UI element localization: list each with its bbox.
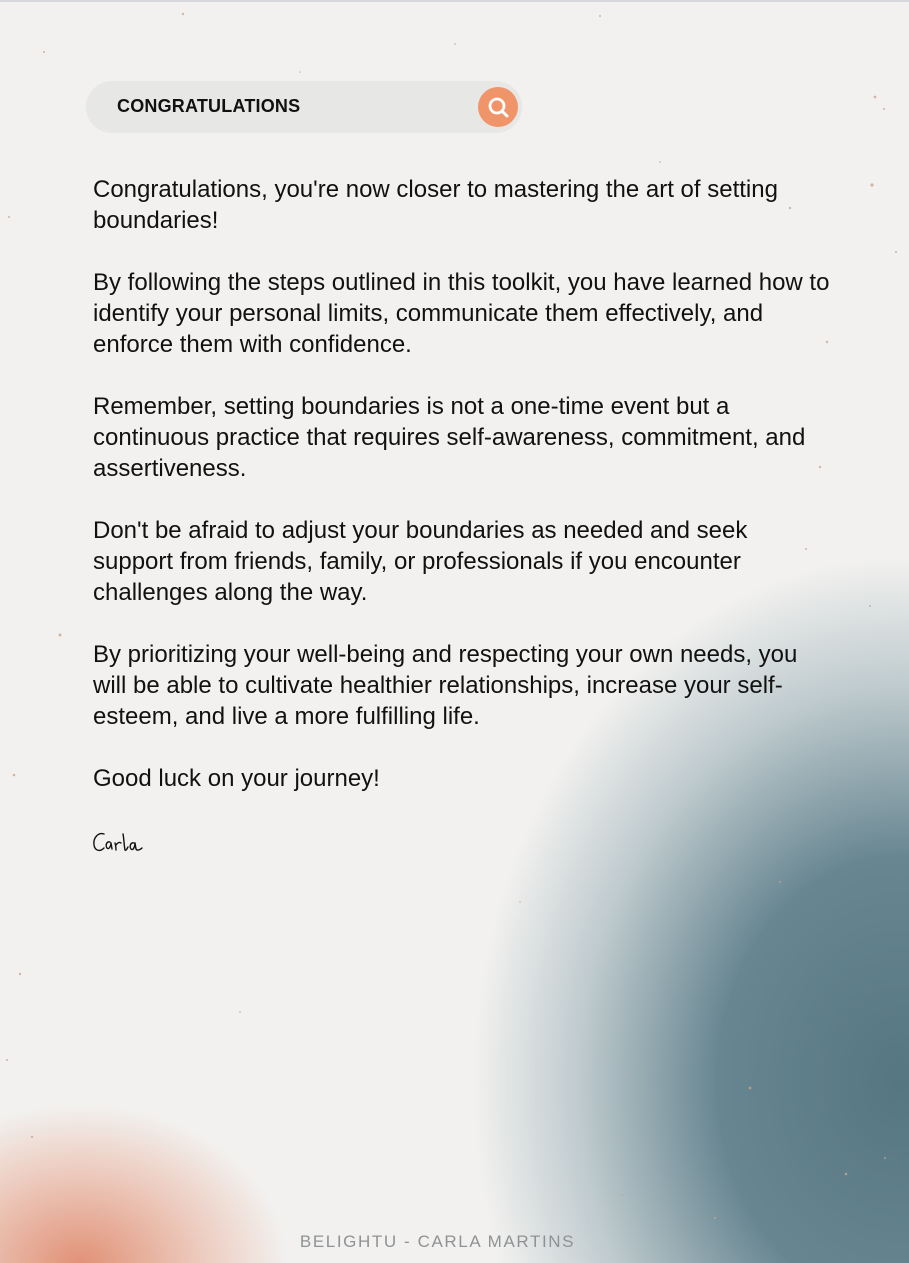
letter-paragraph: Congratulations, you're now closer to mastering the art of setting boundaries! bbox=[93, 176, 778, 234]
letter-paragraph: By following the steps outlined in this toolkit, you have learned how to identify your personal limits, communicate them effectively, and enforce them with confidence. bbox=[93, 269, 830, 358]
page-title: CONGRATULATIONS bbox=[117, 96, 301, 116]
letter-paragraph: By prioritizing your well-being and respecting your own needs, you will be able to cultivate healthier relationships, increase your self-esteem, and live a more fulfilling life. bbox=[93, 641, 798, 730]
letter-body bbox=[93, 174, 833, 825]
letter-paragraph: Remember, setting boundaries is not a one-time event but a continuous practice that requires self-awareness, commitment, and assertiveness. bbox=[93, 393, 806, 482]
footer-credit: BELIGHTU - CARLA MARTINS bbox=[299, 1232, 576, 1251]
search-button[interactable] bbox=[478, 87, 518, 127]
handwritten-signature bbox=[90, 826, 146, 860]
letter-paragraph: Good luck on your journey! bbox=[93, 765, 380, 792]
letter-paragraph: Don't be afraid to adjust your boundaries as needed and seek support from friends, family, or professionals if you encounter challenges along the way. bbox=[93, 517, 748, 606]
search-icon bbox=[486, 95, 510, 119]
header-search-bar[interactable] bbox=[86, 81, 522, 133]
